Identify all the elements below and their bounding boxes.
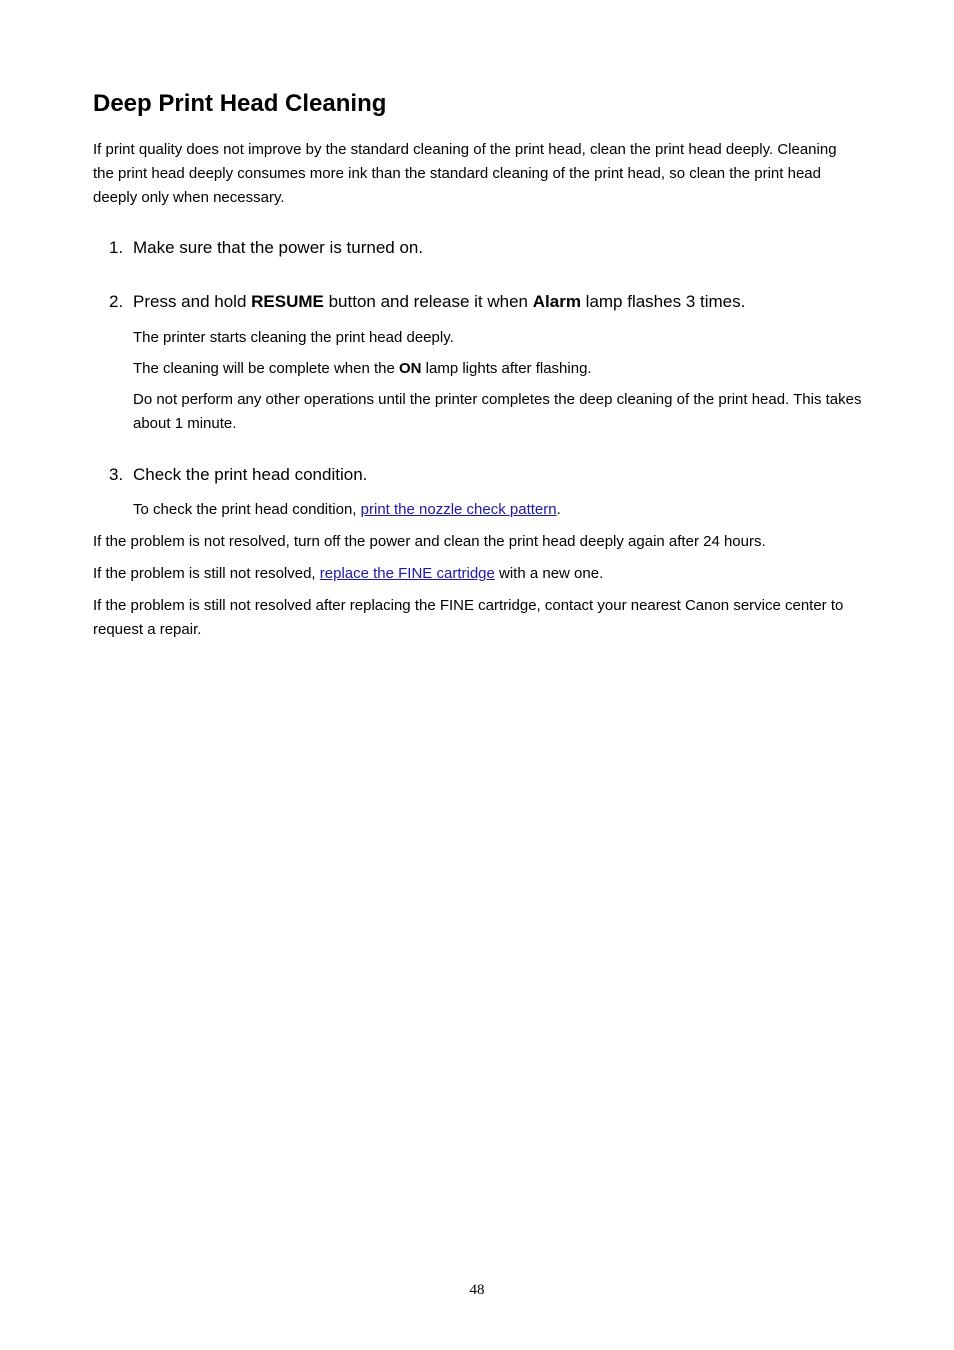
replace-fine-cartridge-link[interactable]: replace the FINE cartridge [319,565,495,582]
step-2 [109,290,745,314]
step-3 [109,463,367,487]
nozzle-check-pattern-link[interactable]: print the nozzle check pattern [360,501,557,518]
step-2-note-3: Do not perform any other operations until the printer completes the deep cleaning of the print head. This takes about 1 minute. [133,391,862,432]
resume-button-label: RESUME [251,292,324,311]
note-text: To check the print head condition, [133,501,361,518]
note-text: . [556,501,561,518]
alarm-lamp-label: Alarm [532,292,581,311]
note-text: lamp lights after flashing. [421,360,592,377]
step-number: 3. [109,465,124,484]
step-number: 1. [109,238,124,257]
paragraph-text: If the problem is still not resolved, [93,565,320,582]
intro-paragraph: If print quality does not improve by the standard cleaning of the print head, clean the print head deeply. Cleaning the print head deeply consumes more ink than the standard cleaning of the print head, so clean the print head deeply only when necessary. [93,141,837,206]
step-text: Make sure that the power is turned on. [133,238,424,257]
step-text: Check the print head condition. [133,465,368,484]
page-number: 48 [469,1282,485,1298]
step-2-note-2 [133,357,863,381]
step-text-part: lamp flashes 3 times. [580,292,746,311]
step-text-part: button and release it when [323,292,533,311]
paragraph-text: with a new one. [494,565,604,582]
step-2-note-1: The printer starts cleaning the print head deeply. [133,329,454,346]
page-title: Deep Print Head Cleaning [93,90,387,117]
step-number: 2. [109,292,124,311]
on-lamp-label: ON [399,360,422,377]
step-3-note [133,498,863,522]
paragraph-contact-service: If the problem is still not resolved after replacing the FINE cartridge, contact your nearest Canon service center to request a repair. [93,597,844,638]
step-1 [109,236,423,260]
step-text-part: Press and hold [133,292,252,311]
paragraph-deep-clean-again: If the problem is not resolved, turn off the power and clean the print head deeply again after 24 hours. [93,533,766,550]
note-text: The cleaning will be complete when the [133,360,399,377]
paragraph-replace-cartridge [93,562,858,586]
